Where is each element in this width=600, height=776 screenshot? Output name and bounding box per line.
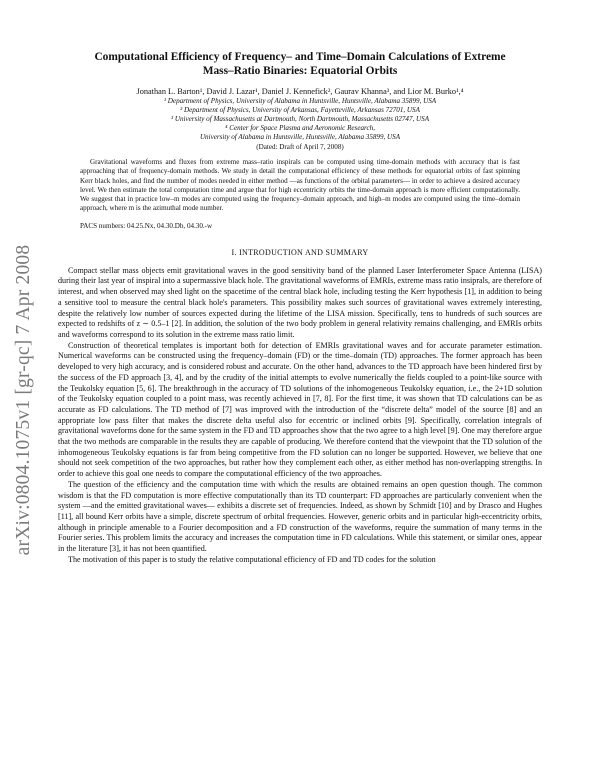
author-list: Jonathan L. Barton¹, David J. Lazar¹, Daniel J. Kennefick², Gaurav Khanna³, and Lior M. Burko¹,⁴ xyxy=(136,87,464,96)
section-heading: I. INTRODUCTION AND SUMMARY xyxy=(231,247,369,257)
affiliation-2: ² Department of Physics, University of Arkansas, Fayetteville, Arkansas 72701, USA xyxy=(180,106,420,114)
affiliations xyxy=(58,97,542,142)
paper-page xyxy=(58,50,542,565)
arxiv-sidebar xyxy=(6,205,42,595)
draft-date: (Dated: Draft of April 7, 2008) xyxy=(256,143,344,151)
abstract: Gravitational waveforms and fluxes from extreme mass–ratio inspirals can be computed using time-domain methods with accuracy that is fast approaching that of frequency-domain methods. We study in detail the computational efficiency of these methods for equatorial orbits of fast spinning Kerr black holes, and find the number of modes needed in either method —as functions of the orbital parameters— in order to achieve a desired accuracy level. We then estimate the total computation time and argue that for high eccentricity orbits the time-domain approach is more efficient computationally. We suggest that in practice low–m modes are computed using the frequency–domain approach, and high–m modes are computed using the time–domain approach, where m is the azimuthal mode number. xyxy=(80,158,520,213)
body-paragraph-3: The question of the efficiency and the computation time with which the results are obtained remains an open question though. The common wisdom is that the FD computation is more effective computationally than its TD counterpart: FD approaches are particularly convenient when the system —and the emitted gravitational waves— exhibits a discrete set of frequencies. Indeed, as shown by Schmidt [10] and by Drasco and Hughes [11], all bound Kerr orbits have a simple, discrete spectrum of orbital frequencies. However, generic orbits and in particular high-eccentricity orbits, although in principle amenable to a Fourier decomposition and a FD construction of the waveforms, require the summation of many terms in the Fourier series. This problem limits the accuracy and increases the computation time in FD calculations. While this statement, or similar ones, appear in the literature [3], it has not been quantified. xyxy=(58,479,542,554)
title-line-2: Mass–Ratio Binaries: Equatorial Orbits xyxy=(202,65,398,77)
affiliation-4-cont: University of Alabama in Huntsville, Huntsville, Alabama 35899, USA xyxy=(199,133,401,141)
body-paragraph-4: The motivation of this paper is to study the relative computational efficiency of FD and TD codes for the solution xyxy=(68,554,436,564)
affiliation-1: ¹ Department of Physics, University of Alabama in Huntsville, Huntsville, Alabama 35899, USA xyxy=(163,97,437,105)
title-line-1: Computational Efficiency of Frequency– and Time–Domain Calculations of Extreme xyxy=(94,51,506,63)
affiliation-3: ³ University of Massachusetts at Dartmouth, North Dartmouth, Massachusetts 02747, USA xyxy=(170,115,430,123)
pacs-numbers: PACS numbers: 04.25.Nx, 04.30.Db, 04.30.-w xyxy=(80,221,213,230)
affiliation-4: ⁴ Center for Space Plasma and Aeronomic Research, xyxy=(225,124,375,132)
paper-title xyxy=(58,50,542,78)
body-paragraph-2: Construction of theoretical templates is important both for detection of EMRIs gravitational waves and for accurate parameter estimation. Numerical waveforms can be constructed using the frequency–domain (FD) or the time–domain (TD) approaches. The former approach has been developed to very high accuracy, and is considered robust and accurate. On the other hand, advances to the TD approach have been hindered first by the success of the FD approach [3, 4], and by the crudity of the initial attempts to evolve numerically the fields coupled to a point-like source with the Teukolsky equation [5, 6]. The breakthrough in the accuracy of TD solutions of the inhomogeneous Teukolsky equation, i.e., the 2+1D solution of the Teukolsky equation coupled to a point mass, was recently achieved in [7, 8]. For the first time, it was shown that TD calculations can be as accurate as FD calculations. The TD method of [7] was improved with the introduction of the “discrete delta” model of the source [8] and an appropriate low pass filter that makes the discrete delta useful also for eccentric or inclined orbits [9]. Specifically, correlation integrals of gravitational waveforms done for the same system in the FD and TD approaches show that the two agree to a high level [9]. One may therefore argue that the two methods are comparable in the results they are capable of producing. We therefore contend that the viewpoint that the TD solution of the inhomogeneous Teukolsky equations is far from being competitive from the FD solution can no longer be supported. However, we believe that one should not seek competition of the two approaches, but rather how they complement each other, as either method has non-overlapping strengths. In order to achieve this goal one needs to compare the computational efficiency of the two approaches. xyxy=(58,340,542,479)
body-paragraph-1: Compact stellar mass objects emit gravitational waves in the good sensitivity band of the planned Laser Interferometer Space Antenna (LISA) during their last year of inspiral into a supermassive black hole. The gravitational waveforms of EMRIs, extreme mass ratio insiprals, are therefore of interest, and when observed may shed light on the spacetime of the central black hole, including testing the Kerr hypothesis [1], in addition to being a sensitive tool to measure the central black hole's parameters. This possibility makes such sources of gravitational waves extremely interesting, despite the relatively low number of sources expected during the lifetime of the LISA mission. Specifically, tens to hundreds of such sources are expected to redshifts of z ∼ 0.5–1 [2]. In addition, the solution of the two body problem in general relativity remains challenging, and EMRIs orbits and waveforms correspond to its solution in the extreme mass ratio limit. xyxy=(58,265,542,339)
arxiv-identifier: arXiv:0804.1075v1 [gr-qc] 7 Apr 2008 xyxy=(13,244,34,556)
